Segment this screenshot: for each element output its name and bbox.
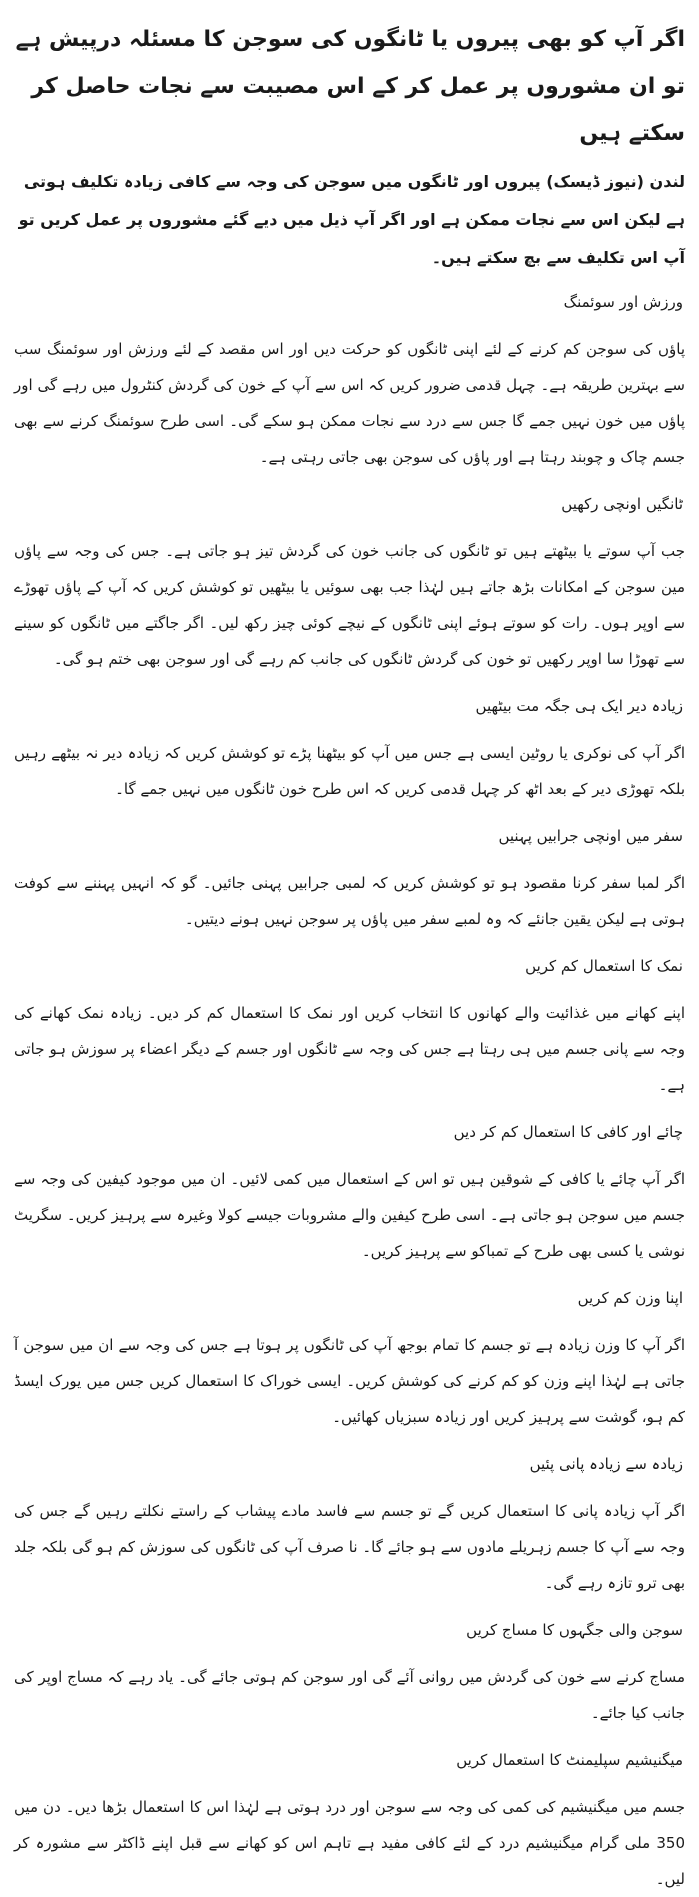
- section-title: زیادہ سے زیادہ پانی پئیں: [529, 1455, 683, 1473]
- section-body: جسم میں میگنیشیم کی کمی کی وجہ سے سوجن اور درد ہوتی ہے لہٰذا اس کا استعمال بڑھا دیں۔ دن میں 350 ملی گرام میگنیشیم درد کے لئے کافی مفید ہے تاہم اس کو کھانے سے قبل اپنے ڈاکٹر سے مشورہ کر لیں۔: [14, 1798, 685, 1888]
- article-intro: لندن (نیوز ڈیسک) پیروں اور ٹانگوں میں سوجن کی وجہ سے کافی زیادہ تکلیف ہوتی ہے لیکن اس سے نجات ممکن ہے اور اگر آپ ذیل میں دیے گئے مشوروں پر عمل کریں تو آپ اس تکلیف سے بچ سکتے ہیں۔: [18, 172, 685, 267]
- section-body: اپنے کھانے میں غذائیت والے کھانوں کا انتخاب کریں اور نمک کا استعمال کم کر دیں۔ زیادہ نمک کھانے کی وجہ سے پانی جسم میں ہی رہتا ہے جس کی وجہ سے ٹانگوں اور جسم کے دیگر اعضاء پر سوزش ہو جاتی ہے۔: [14, 1004, 685, 1094]
- section-exercise: [14, 289, 685, 475]
- section-body: اگر آپ زیادہ پانی کا استعمال کریں گے تو جسم سے فاسد مادے پیشاب کے راستے نکلتے رہیں گے جس کی وجہ سے آپ کا جسم زہریلے مادوں سے ہو جائے گا۔ نا صرف آپ کی ٹانگوں کی سوزش کم ہو گی بلکہ جلد بھی ترو تازہ رہے گی۔: [14, 1502, 685, 1592]
- section-long-socks: [14, 823, 685, 937]
- section-title: چائے اور کافی کا استعمال کم کر دیں: [453, 1123, 683, 1141]
- section-body: جب آپ سوتے یا بیٹھتے ہیں تو ٹانگوں کی جانب خون کی گردش تیز ہو جاتی ہے۔ جس کی وجہ سے پاؤں مین سوجن کے امکانات بڑھ جاتے ہیں لہٰذا جب بھی سوئیں یا بیٹھیں تو کوشش کریں کہ آپ کے پاؤں تھوڑے سے اوپر ہوں۔ رات کو سوتے ہوئے اپنی ٹانگوں کے نیچے کوئی چیز رکھ لیں۔ اگر جاگتے میں ٹانگوں کو سینے سے تھوڑا سا اوپر رکھیں تو خون کی گردش ٹانگوں کی جانب کم رہے گی اور سوجن بھی ختم ہو گی۔: [14, 542, 685, 668]
- section-title: اپنا وزن کم کریں: [577, 1289, 683, 1307]
- section-body: پاؤں کی سوجن کم کرنے کے لئے اپنی ٹانگوں کو حرکت دیں اور اس مقصد کے لئے ورزش اور سوئمنگ سب سے بہترین طریقہ ہے۔ چہل قدمی ضرور کریں کہ اس سے آپ کے خون کی گردش کنٹرول میں رہے گی اور پاؤں میں خون نہیں جمے گا جس سے درد سے نجات ممکن ہو سکے گی۔ اسی طرح سوئمنگ کرنے سے بھی جسم چاک و چوبند رہتا ہے اور پاؤں کی سوجن بھی جاتی رہتی ہے۔: [14, 340, 685, 466]
- section-body: اگر آپ چائے یا کافی کے شوقین ہیں تو اس کے استعمال میں کمی لائیں۔ ان میں موجود کیفین کی وجہ سے جسم میں سوجن ہو جاتی ہے۔ اسی طرح کیفین والے مشروبات جیسے کولا وغیرہ سے پرہیز کریں۔ سگریٹ نوشی یا کسی بھی طرح کے تمباکو سے پرہیز کریں۔: [14, 1170, 685, 1260]
- section-less-salt: [14, 953, 685, 1103]
- section-body: مساج کرنے سے خون کی گردش میں روانی آئے گی اور سوجن کم ہوتی جائے گی۔ یاد رہے کہ مساج اوپر کی جانب کیا جائے۔: [14, 1668, 685, 1722]
- section-title: زیادہ دیر ایک ہی جگہ مت بیٹھیں: [475, 697, 683, 715]
- section-title: نمک کا استعمال کم کریں: [525, 957, 683, 975]
- article-headline: اگر آپ کو بھی پیروں یا ٹانگوں کی سوجن کا مسئلہ درپیش ہے تو ان مشوروں پر عمل کر کے اس مصیبت سے نجات حاصل کر سکتے ہیں: [15, 27, 685, 146]
- section-title: سوجن والی جگہوں کا مساج کریں: [466, 1621, 683, 1639]
- section-drink-water: [14, 1451, 685, 1601]
- section-title: ٹانگیں اونچی رکھیں: [561, 495, 683, 513]
- section-less-caffeine: [14, 1119, 685, 1269]
- section-raise-legs: [14, 491, 685, 677]
- section-body: اگر آپ کا وزن زیادہ ہے تو جسم کا تمام بوجھ آپ کی ٹانگوں پر ہوتا ہے جس کی وجہ سے ان میں سوجن آ جاتی ہے لہٰذا اپنے وزن کو کم کرنے کی کوشش کریں۔ ایسی خوراک کا استعمال کریں جس میں یورک ایسڈ کم ہو، گوشت سے پرہیز کریں اور زیادہ سبزیاں کھائیں۔: [14, 1336, 685, 1426]
- section-magnesium: [14, 1747, 685, 1897]
- section-title: ورزش اور سوئمنگ: [563, 293, 683, 311]
- section-title: سفر میں اونچی جرابیں پہنیں: [498, 827, 683, 845]
- section-body: اگر آپ کی نوکری یا روٹین ایسی ہے جس میں آپ کو بیٹھنا پڑے تو کوشش کریں کہ زیادہ دیر نہ بیٹھے رہیں بلکہ تھوڑی دیر کے بعد اٹھ کر چہل قدمی کریں کہ اس طرح خون ٹانگوں میں نہیں جمے گا۔: [14, 744, 685, 798]
- section-body: اگر لمبا سفر کرنا مقصود ہو تو کوشش کریں کہ لمبی جرابیں پہنی جائیں۔ گو کہ انہیں پہننے سے کوفت ہوتی ہے لیکن یقین جانئے کہ وہ لمبے سفر میں پاؤں پر سوجن نہیں ہونے دیتیں۔: [14, 874, 685, 928]
- section-title: میگنیشیم سپلیمنٹ کا استعمال کریں: [456, 1751, 683, 1769]
- section-lose-weight: [14, 1285, 685, 1435]
- section-dont-sit-long: [14, 693, 685, 807]
- section-massage: [14, 1617, 685, 1731]
